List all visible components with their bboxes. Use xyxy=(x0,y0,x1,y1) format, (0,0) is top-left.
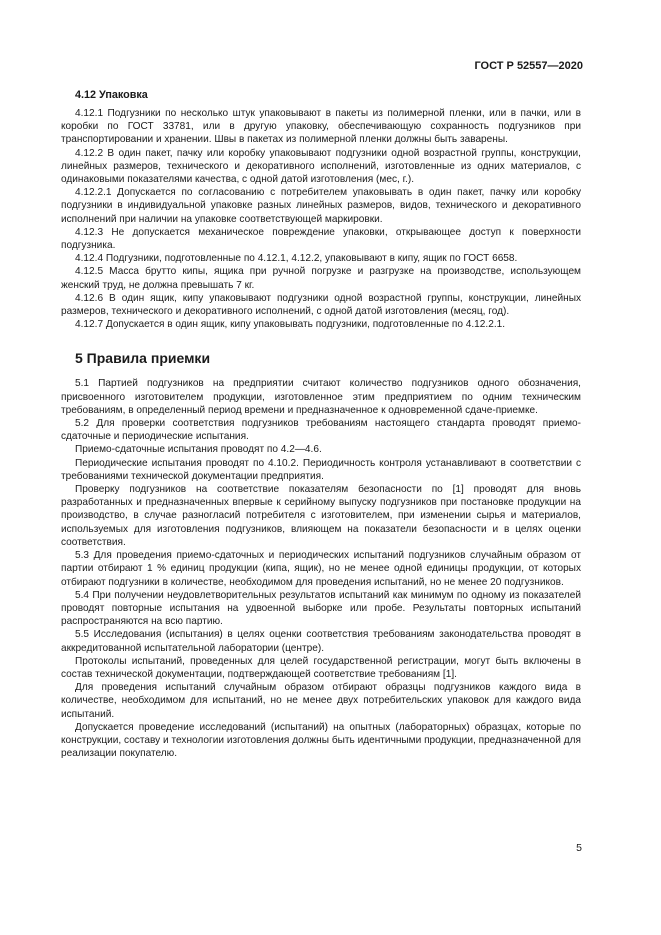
paragraph: 5.4 При получении неудовлетворительных результатов испытаний как минимум по одному из показателей проводят повторные испытания на удвоенной выборке или пробе. Результаты повторных испытаний распространяются на всю партию. xyxy=(61,589,581,628)
paragraph: Проверку подгузников на соответствие показателям безопасности по [1] проводят для вновь разработанных и предназначенных впервые к серийному выпуску подгузников при постановке продукции на производство, в случае разногласий потребителя с изготовителем, при изменении сырья и материалов, используемых для изготовления подгузников, влияющем на показатели безопасности и в целях оценки соответствия. xyxy=(61,484,581,548)
paragraph: 4.12.5 Масса брутто кипы, ящика при ручной погрузке и разгрузке на производстве, использующем женский труд, не должна превышать 7 кг. xyxy=(61,266,581,291)
paragraph: 4.12.4 Подгузники, подготовленные по 4.12.1, 4.12.2, упаковывают в кипу, ящик по ГОСТ 6658. xyxy=(75,253,518,265)
paragraph: Периодические испытания проводят по 4.10.2. Периодичность контроля устанавливают в соответствии с требованиями технической документации предприятия. xyxy=(61,457,581,482)
paragraph: Для проведения испытаний случайным образом отбирают образцы подгузников каждого вида в количестве, необходимом для испытаний, но не менее двух потребительских упаковок для каждого вида испытаний. xyxy=(61,682,581,720)
paragraph: 5.3 Для проведения приемо-сдаточных и периодических испытаний подгузников случайным образом от партии отбирают 1 % единиц продукции (кипа, ящик), но не менее одной единицы продукции, от которых отбирают подгузники в количестве, необходимом для проведения испытаний, но не менее 20 подгузников. xyxy=(61,550,581,588)
paragraph: 5.1 Партией подгузников на предприятии считают количество подгузников одного обозначения, присвоенного изготовителем продукции, изготовленное этим предприятием по одним техническим требованиям, в определенный период времени и предназначенное к одновременной сдаче-приемке. xyxy=(61,378,581,416)
section-heading-5: 5 Правила приемки xyxy=(75,350,211,367)
paragraph: 5.5 Исследования (испытания) в целях оценки соответствия требованиям законодательства проводят в аккредитованной испытательной лаборатории (центре). xyxy=(61,629,581,654)
paragraph: Протоколы испытаний, проведенных для целей государственной регистрации, могут быть включены в состав технической документации, подтверждающей соответствие требованиям [1]. xyxy=(61,655,581,680)
paragraph: Допускается проведение исследований (испытаний) на опытных (лабораторных) образцах, которые по конструкции, составу и технологии изготовления должны быть идентичными продукции, предназначенной для реализации покупателю. xyxy=(61,721,581,760)
paragraph: 4.12.2.1 Допускается по согласованию с потребителем упаковывать в один пакет, пачку или коробку подгузники в индивидуальной упаковке разных линейных размеров, видов, технического и декоративного исполнений при наличии на упаковке соответствующей маркировки. xyxy=(61,187,581,225)
paragraph: 4.12.2 В один пакет, пачку или коробку упаковывают подгузники одной возрастной группы, конструкции, линейных размеров, технического и декоративного исполнений, изготовленные из одних материалов, с одинаковыми показателями качества, с одной датой изготовления (мес, г.). xyxy=(61,147,581,186)
paragraph: 4.12.7 Допускается в один ящик, кипу упаковывать подгузники, подготовленные по 4.12.2.1. xyxy=(75,319,506,331)
paragraph: 5.2 Для проверки соответствия подгузников требованиям настоящего стандарта проводят приемо-сдаточные и периодические испытания. xyxy=(61,418,581,443)
page-number: 5 xyxy=(576,842,582,854)
paragraph: Приемо-сдаточные испытания проводят по 4.2—4.6. xyxy=(75,444,322,456)
paragraph: 4.12.3 Не допускается механическое повреждение упаковки, открывающее доступ к поверхности подгузника. xyxy=(61,226,581,252)
paragraph: 4.12.1 Подгузники по несколько штук упаковывают в пакеты из полимерной пленки, или в пачки, или в коробки по ГОСТ 33781, или в другую упаковку, обеспечивающую сохранность подгузников при транспортировании и хранении. Швы в пакетах из полимерной пленки должны быть заварены. xyxy=(61,108,581,146)
paragraph: 4.12.6 В один ящик, кипу упаковывают подгузники одной возрастной группы, конструкции, линейных размеров, технического и декоративного исполнений, с одной датой изготовления (месяц, год). xyxy=(61,292,581,318)
page-content xyxy=(61,89,581,760)
section-heading-4-12: 4.12 Упаковка xyxy=(75,89,148,101)
document-header: ГОСТ Р 52557—2020 xyxy=(474,60,583,72)
